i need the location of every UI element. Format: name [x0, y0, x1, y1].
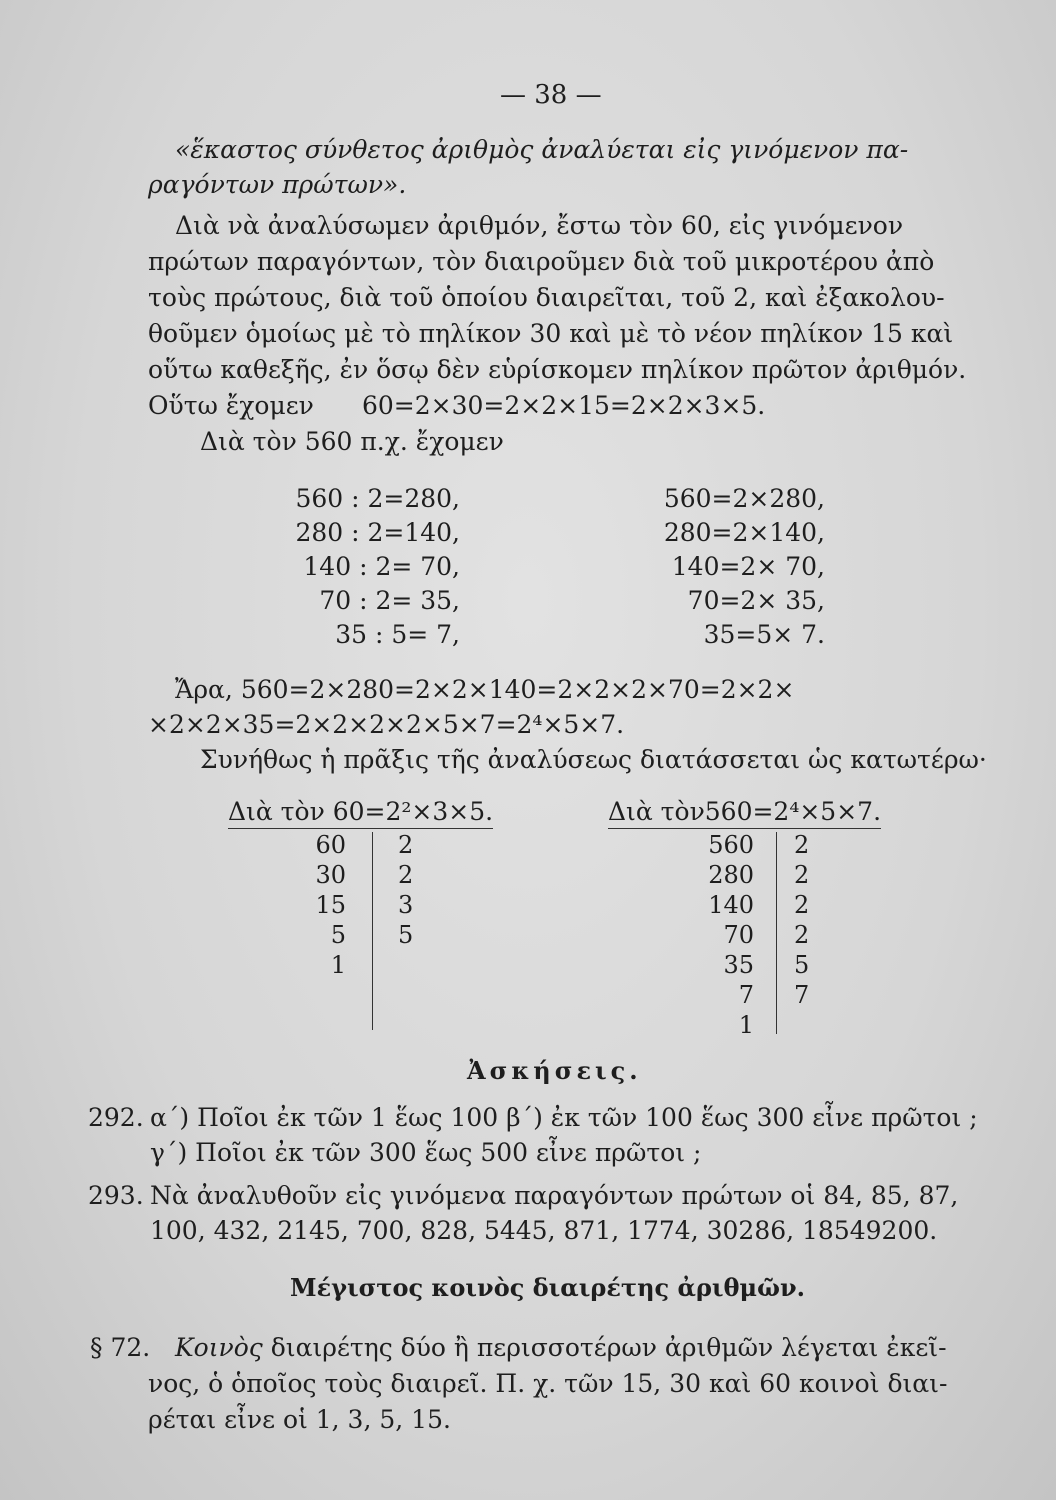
product-step: 140=2× 70, [671, 552, 825, 581]
product-step: 280=2×140, [663, 518, 825, 547]
conclusion-line-1: Ἄρα, 560=2×280=2×2×140=2×2×2×70=2×2× [175, 675, 795, 704]
table-cell: 2 [398, 831, 414, 859]
table-cell: 60 [315, 831, 346, 859]
section-72-line-1 [175, 1332, 947, 1363]
conclusion-line-2: ×2×2×35=2×2×2×2×5×7=2⁴×5×7. [148, 710, 625, 739]
table-cell: 3 [398, 891, 414, 919]
table-cell: 30 [315, 861, 346, 889]
exercises-heading: Ἀσκήσεις. [467, 1056, 642, 1085]
product-step: 70=2× 35, [687, 586, 825, 615]
division-step: 280 : 2=140, [295, 518, 460, 547]
intro-quote-line-2: ραγόντων πρώτων». [148, 170, 407, 199]
table-cell: 2 [794, 891, 810, 919]
intro-quote-line-1: «ἕκαστος σύνθετος ἀριθμὸς ἀναλύεται εἰς γινόμενον πα- [175, 135, 909, 164]
table-cell: 70 [723, 921, 754, 949]
table-cell: 2 [794, 831, 810, 859]
paragraph-line: τοὺς πρώτους, διὰ τοῦ ὁποίου διαιρεῖται, τοῦ 2, καὶ ἐξακολου- [148, 283, 945, 312]
page-number: — 38 — [500, 80, 602, 110]
exercise-292-line-2: γ΄) Ποῖοι ἐκ τῶν 300 ἕως 500 εἶνε πρῶτοι ; [150, 1138, 702, 1167]
table-60-heading: Διὰ τὸν 60=2²×3×5. [228, 796, 493, 829]
section-72-line-1-rest: διαιρέτης δύο ἢ περισσοτέρων ἀριθμῶν λέγεται ἐκεῖ- [262, 1333, 947, 1362]
division-step: 140 : 2= 70, [303, 552, 460, 581]
division-step: 35 : 5= 7, [335, 620, 460, 649]
table-cell: 1 [738, 1011, 754, 1039]
division-step: 70 : 2= 35, [319, 586, 460, 615]
table-560-left-column [690, 830, 754, 1040]
paragraph-line: Διὰ νὰ ἀναλύσωμεν ἀριθμόν, ἔστω τὸν 60, εἰς γινόμενον [175, 211, 904, 240]
table-cell: 5 [794, 951, 810, 979]
table-60-right-column [398, 830, 438, 950]
paragraph-line: θοῦμεν ὁμοίως μὲ τὸ πηλίκον 30 καὶ μὲ τὸ νέον πηλίκον 15 καὶ [148, 319, 954, 348]
section-72-line-3: ρέται εἶνε οἱ 1, 3, 5, 15. [148, 1405, 451, 1434]
table-cell: 140 [708, 891, 754, 919]
exercise-292-number: 292. [88, 1103, 144, 1132]
exercise-293-line-1: Νὰ ἀναλυθοῦν εἰς γινόμενα παραγόντων πρώτων οἱ 84, 85, 87, [150, 1181, 959, 1210]
table-cell: 1 [330, 951, 346, 979]
example-560-intro: Διὰ τὸν 560 π.χ. ἔχομεν [200, 427, 504, 456]
section-72-number: § 72. [90, 1333, 151, 1362]
paragraph-line: πρώτων παραγόντων, τὸν διαιροῦμεν διὰ τοῦ μικροτέρου ἀπὸ [148, 247, 935, 276]
table-60-divider [372, 832, 373, 1030]
section-72-line-2: νος, ὁ ὁποῖος τοὺς διαιρεῖ. Π. χ. τῶν 15, 30 καὶ 60 κοινοὶ διαι- [148, 1369, 948, 1398]
division-steps [230, 482, 460, 652]
table-cell: 5 [398, 921, 414, 949]
exercise-292-line-1: α΄) Ποῖοι ἐκ τῶν 1 ἕως 100 β΄) ἐκ τῶν 100 ἕως 300 εἶνε πρῶτοι ; [150, 1103, 978, 1132]
table-cell: 560 [708, 831, 754, 859]
table-cell: 15 [315, 891, 346, 919]
table-cell: 5 [330, 921, 346, 949]
table-cell: 2 [794, 861, 810, 889]
division-step: 560 : 2=280, [295, 484, 460, 513]
section-72-term: Κοινὸς [175, 1333, 263, 1362]
product-steps [580, 482, 825, 652]
table-cell: 35 [723, 951, 754, 979]
example-60-equation: 60=2×30=2×2×15=2×2×3×5. [362, 391, 766, 420]
exercise-293-line-2: 100, 432, 2145, 700, 828, 5445, 871, 1774, 30286, 18549200. [150, 1216, 938, 1245]
table-560-heading: Διὰ τὸν560=2⁴×5×7. [608, 796, 881, 829]
product-step: 35=5× 7. [703, 620, 825, 649]
exercise-293-number: 293. [88, 1181, 144, 1210]
example-60-prefix: Οὕτω ἔχομεν [148, 391, 314, 420]
product-step: 560=2×280, [663, 484, 825, 513]
table-cell: 280 [708, 861, 754, 889]
table-560-divider [776, 832, 777, 1034]
table-cell: 7 [738, 981, 754, 1009]
table-560-right-column [794, 830, 834, 1010]
gcd-heading: Μέγιστος κοινὸς διαιρέτης ἀριθμῶν. [290, 1273, 805, 1302]
table-cell: 2 [794, 921, 810, 949]
table-cell: 2 [398, 861, 414, 889]
table-60-left-column [282, 830, 346, 980]
paragraph-line: οὕτω καθεξῆς, ἐν ὅσῳ δὲν εὑρίσκομεν πηλίκον πρῶτον ἀριθμόν. [148, 355, 967, 384]
arrangement-note: Συνήθως ἡ πρᾶξις τῆς ἀναλύσεως διατάσσεται ὡς κατωτέρω· [200, 745, 987, 774]
table-cell: 7 [794, 981, 810, 1009]
